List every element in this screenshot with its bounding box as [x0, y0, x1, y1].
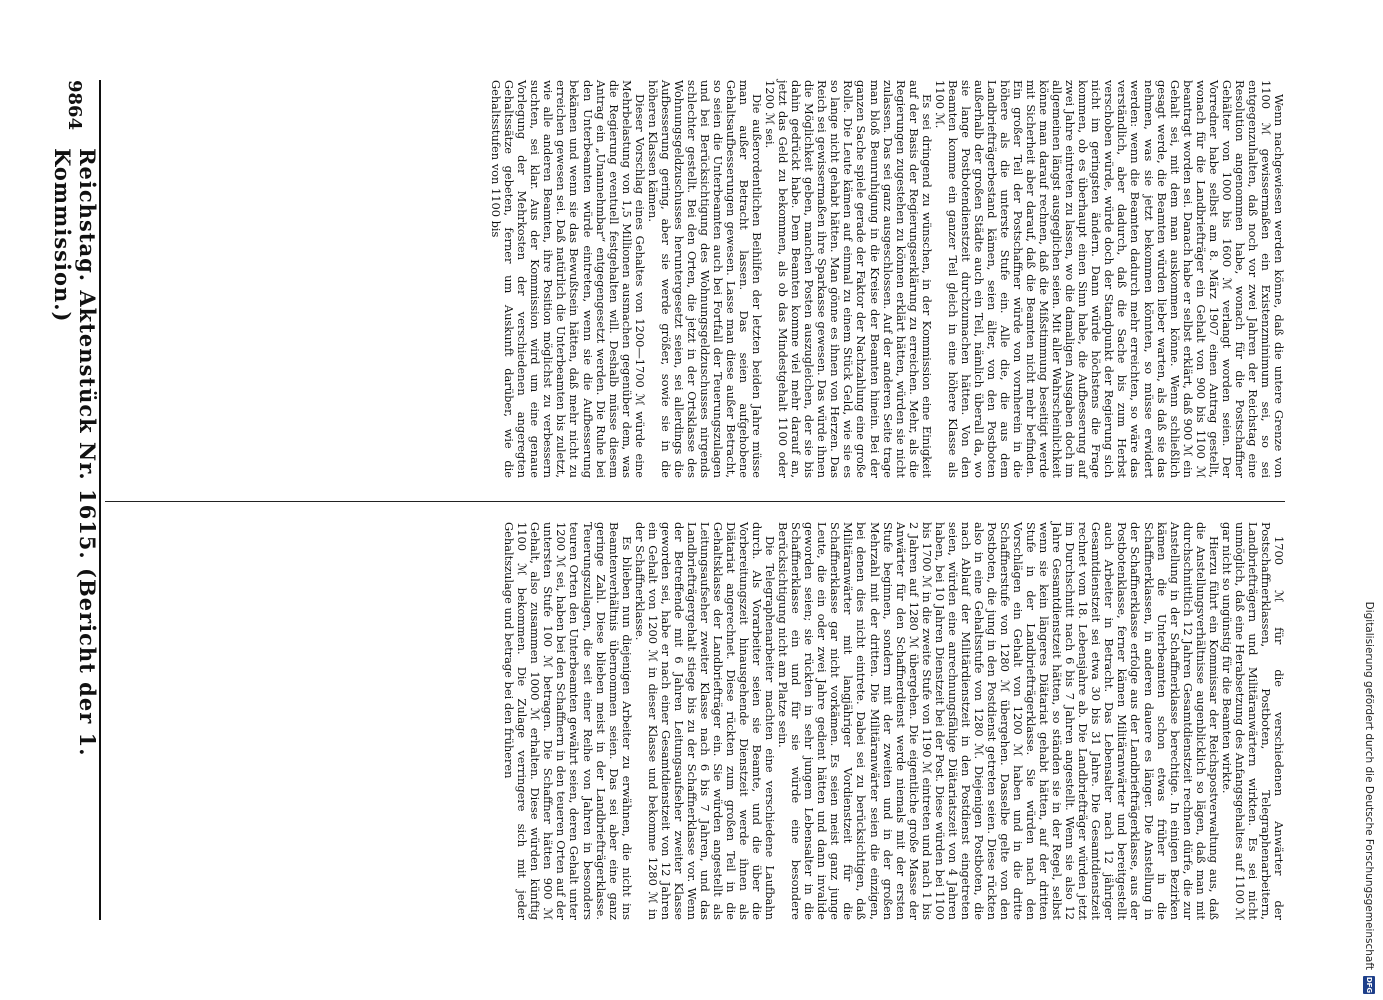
paragraph: 1700 ℳ für die verschiedenen Anwärter der Postschaffnerklassen, Postboten, Telegraphenarbeitern, Landbriefträgern und Militäranwärtern wirkten. Es sei nicht unmöglich, daß eine Herabsetzung des Anfangsgehaltes auf 1100 ℳ gar nicht so ungünstig für die Beamten wirkte. [1219, 522, 1286, 920]
right-column [105, 522, 1285, 920]
paragraph: Die Telegraphenarbeiter machten eine verschiedene Laufbahn durch. Als Vorarbeiter seien sie Beamte, und die über die Vorbereitungszeit hinausgehende Dienstzeit werde ihnen als Diätariat angerechnet. Diese rückten zum großen Teil in die Gehaltsklasse der Landbriefträger ein. Sie würden angestellt als Leitungsaufseher zweiter Klasse nach 6 bis 7 Jahren, und das Landbriefträgergehalt stiege bis zu der Schaffnerklasse vor. Wenn der Betreffende mit 6 Jahren Leitungsaufseher zweiter Klasse geworden sei, habe er nach einer Gesamtdienstzeit von 12 Jahren ein Gehalt von 1200 ℳ in dieser Klasse und bekomme 1280 ℳ in der Schaffnerklasse. [632, 522, 778, 920]
page-number: 9864 [64, 80, 86, 131]
page-title: Reichstag. Aktenstück Nr. 1615. (Bericht der 1. Kommission.) [50, 148, 100, 757]
dfg-logo: DFG [1365, 976, 1373, 994]
left-column [105, 80, 1285, 478]
paragraph: Dieser Vorschlag eines Gehaltes von 1200—1700 ℳ würde eine Mehrbelastung von 1,5 Millionen ausmachen gegenüber dem, was die Regierung eventuell festgehalten will. Deshalb müsse diesem Antrag ein „Unannehmbar“ entgegengesetzt werden. Die Ruhe bei den Unterbeamten würde eintreten, wenn sie die Aufbesserung bekämen und wenn sie das Bewußtsein hätten, daß mehr nicht zu erreichen gewesen sei. Daß natürlich die Unterbeamten bis zuletzt, wie alle anderen Beamten, ihre Position möglichst zu verbessern suchten, sei klar. Aus der Kommission wird um eine genaue Vorlegung der Mehrkosten der verschiedenen angeregten Gehaltssätze gebeten, ferner um Auskunft darüber, wie die Gehaltsstufen von 1100 bis [489, 80, 647, 478]
paragraph: Es blieben nun diejenigen Arbeiter zu erwähnen, die nicht ins Beamtenverhältnis übernommen seien. Das sei aber eine ganz geringe Zahl. Diese blieben meist in der Landbriefträgerklasse. Teuerungszulagen, die seit einer Reihe von Jahren in besonders teuren Orten den Unterbeamten gewährt seien, deren Gehalt unter 1200 ℳ sei, haben bei den Schaffnern in den teueren Orten auf der untersten Stufe 100 ℳ betragen. Die Schaffner hätten 900 ℳ Gehalt, also zusammen 1000 ℳ erhalten. Diese würden künftig 1100 ℳ bekommen. Die Zulage verringere sich mit jeder Gehaltszulage und betrage bei den früheren [502, 522, 634, 920]
paragraph: Es sei dringend zu wünschen, in der Kommission eine Einigkeit auf der Basis der Regierungserklärung zu erreichen. Mehr, als die Regierungen zugestehen zu können erklärt hätten, würden sie nicht zulassen. Das sei ganz ausgeschlossen. Auf der anderen Seite trage man bloß Beunruhigung in die Kreise der Beamten hinein. Bei der ganzen Sache spiele gerade der Faktor der Nachzahlung eine große Rolle. Die Leute kämen auf einmal zu einem Stück Geld, wie sie es so lange nicht gehabt hätten. Man gönne es ihnen von Herzen. Das Reich sei gewissermaßen ihre Sparkasse gewesen. Das würde ihnen die Möglichkeit geben, manchen Posten auszugleichen, der sie bis dahin gedrückt habe. Dem Beamten komme viel mehr darauf an, jetzt das Geld zu bekommen, als ob das Mindestgehalt 1100 oder 1200 ℳ sei. [763, 80, 934, 478]
credit-text: Digitalisierung gefördert durch die Deutsche Forschungsgemeinschaft [1363, 601, 1375, 970]
column-divider [105, 501, 1285, 502]
paragraph: Die außerordentlichen Beihilfen der letzten beiden Jahre müsse man außer Betracht lassen. Das seien aufgehobene Gehaltsaufbesserungen gewesen. Lasse man diese außer Betracht, so seien die Unterbeamten auch bei Fortfall der Teuerungszulagen und bei Berücksichtigung des Wohnungsgeldzuschusses nirgends schlechter gestellt. Bei den Orten, die jetzt in der Ortsklasse des Wohnungsgeldzuschusses heruntergesetzt seien, sei allerdings die Aufbesserung gering, aber sie werde größer, sowie sie in die höheren Klassen kämen. [645, 80, 765, 478]
digitization-credit [1361, 0, 1377, 1000]
paragraph: Wenn nachgewiesen werden könne, daß die untere Grenze von 1100 ℳ gewissermaßen ein Existenzminimum sei, so sei entgegenzuhalten, daß noch vor zwei Jahren der Reichstag eine Resolution angenommen habe, wonach für die Postschaffner Gehälter von 1000 bis 1600 ℳ verlangt worden seien. Der Vorredner habe selbst am 8. März 1907 einen Antrag gestellt, wonach für die Landbriefträger ein Gehalt von 900 bis 1100 ℳ beantragt worden sei. Danach habe er selbst erklärt, daß 900 ℳ ein Gehalt sei, mit dem man auskommen könne. Wenn schließlich gesagt werde, die Beamten würden lieber warten, als daß sie das nehmen, was sie jetzt bekommen könnten, so müsse erwidert werden: wenn die Beamten dadurch mehr erreichten, so wäre das verständlich, aber dadurch, daß die Sache bis zum Herbst verschoben würde, würde doch der Standpunkt der Regierung sich nicht im geringsten ändern. Dann würde höchstens die Frage kommen, ob es überhaupt einen Sinn habe, die Aufbesserung auf zwei Jahre eintreten zu lassen, wo die damaligen Ausgaben doch im allgemeinen längst ausgeglichen seien. Mit aller Wahrscheinlichkeit könne man darauf rechnen, daß die Mißstimmung beseitigt werde mit Sicherheit aber darauf, daß die Beamten nicht mehr befinden. Ein großer Teil der Postschaffner würde von vornherein in die höhere als die unterste Stufe ein. Alle die, die aus dem Landbriefträgerbestand kämen, seien älter, von den Postboten außerhalb der großen Städte auch ein Teil, nämlich überall da, wo sie lange Postbotendienstzeit durchzumachen hätten. Von den Beamten komme ein ganzer Teil gleich in eine höhere Klasse als 1100 ℳ. [932, 80, 1286, 478]
paragraph: Hierzu führt ein Kommissar der Reichspostverwaltung aus, daß die Anstellungsverhältnisse augenblicklich so lägen, daß man mit durchschnittlich 12 Jahren Gesamtdienstzeit rechnen dürfe, die zur Anstellung in der Schaffnerklasse berechtige. In einigen Bezirken kämen die Unterbeamten schon etwas früher in die Schaffnerklassen, in anderen dauere es länger. Die Anstellung in der Schaffnerklasse erfolge aus der Landbriefträgerklasse, aus der Postbotenklasse, ferner kämen Militäranwärter und bereitgestellt auch Arbeiter in Betracht. Das Lebensalter nach 12 jähriger Gesamtdienstzeit sei etwa 30 bis 31 Jahre. Die Gesamtdienstzeit rechnet vom 18. Lebensjahre ab. Die Landbriefträger würden jetzt im Durchschnitt nach 6 bis 7 Jahren angestellt. Wenn sie also 12 Jahre Gesamtdienstzeit hätten, so ständen sie in der Regel, selbst wenn sie kein längeres Diätariat gehabt hätten, auf der dritten Stufe in der Landbriefträgerklasse. Sie würden nach den Vorschlägen ein Gehalt von 1200 ℳ haben und in die dritte Schaffnerstufe von 1280 ℳ übergehen. Dasselbe gelte von den Postboten, die jung in den Postdienst getreten seien. Diese rückten also in eine Gehaltsstufe von 1280 ℳ. Diejenigen Postboten, die nach Ablauf der Militärdienstzeit in den Postdienst eingetreten seien, würden eine anrechnungsfähige Diätariatszeit von 4 Jahren haben, bei 10 Jahren Dienstzeit bei der Post. Diese würden bei 1100 bis 1700 ℳ in die zweite Stufe von 1190 ℳ eintreten und nach 1 bis 2 Jahren auf 1280 ℳ übergehen. Die eigentliche große Masse der Anwärter für den Schaffnerdienst werde niemals mit der ersten Stufe beginnen, sondern mit der zweiten und in der großen Mehrzahl mit der dritten. Die Militäranwärter seien die einzigen, bei denen dies nicht eintrete. Dabei sei zu berücksichtigen, daß Militäranwärter mit langjähriger Vordienstzeit für die Schaffnerklasse gar nicht vorkämen. Es seien meist ganz junge Leute, die ein oder zwei Jahre gedient hätten und dann invalide geworden seien; sie rückten in sehr jungem Lebensalter in die Schaffnerklasse ein und für sie würde eine besondere Berücksichtigung nicht am Platze sein. [776, 522, 1221, 920]
page-header [50, 80, 100, 920]
